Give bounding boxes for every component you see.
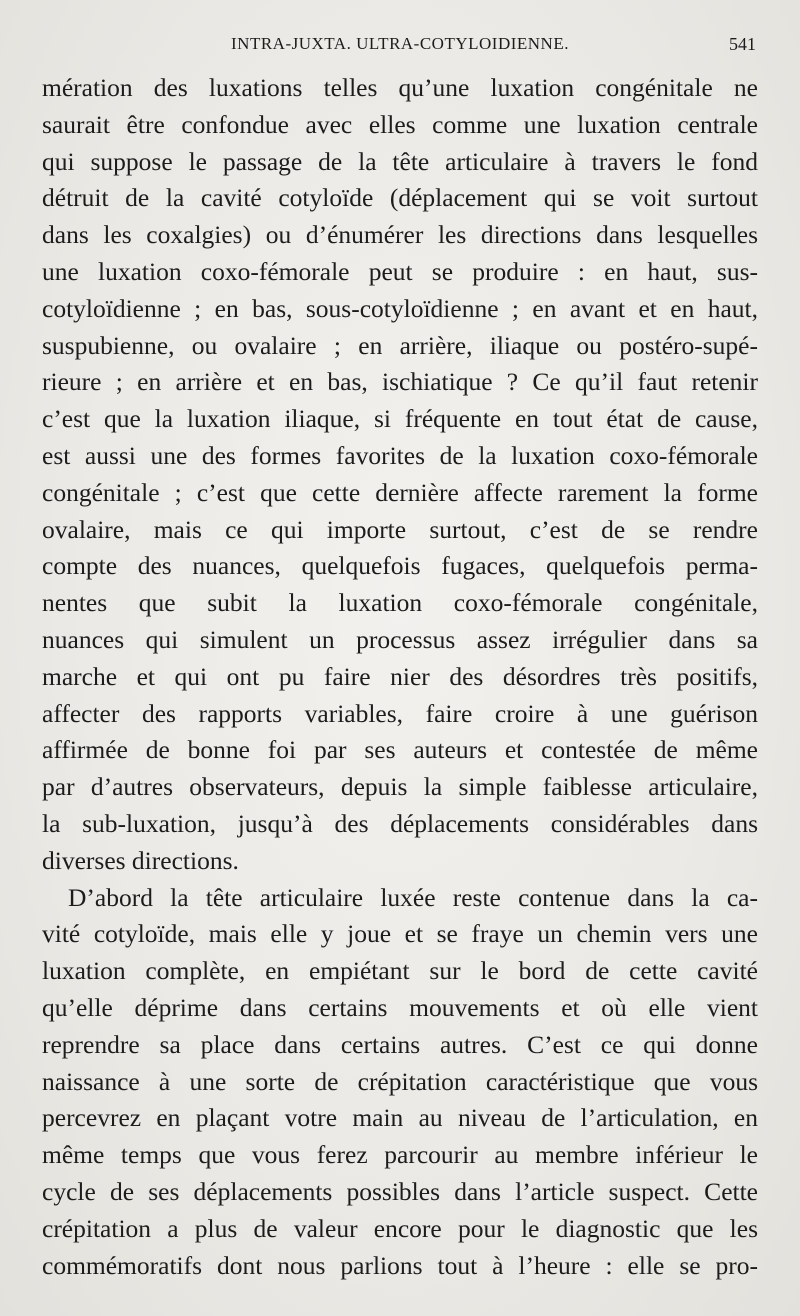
text-line: affecter des rapports variables, faire croire à une guérison (42, 698, 758, 728)
text-line: luxation complète, en empiétant sur le bord de cette cavité (42, 956, 758, 986)
text-line: c’est que la luxation iliaque, si fréquente en tout état de cause, (42, 404, 758, 434)
text-line: reprendre sa place dans certains autres. C’est ce qui donne (42, 1029, 758, 1059)
text-line: naissance à une sorte de crépitation caractéristique que vous (42, 1066, 758, 1096)
paragraph-1 (42, 70, 758, 880)
text-line: affirmée de bonne foi par ses auteurs et contestée de même (42, 735, 758, 765)
text-line: crépitation a plus de valeur encore pour le diagnostic que les (42, 1213, 758, 1243)
running-head (40, 34, 760, 60)
body-text (42, 70, 758, 1284)
text-line: détruit de la cavité cotyloïde (déplacement qui se voit surtout (42, 183, 758, 213)
text-line: dans les coxalgies) ou d’énumérer les directions dans lesquelles (42, 220, 758, 250)
text-line: une luxation coxo-fémorale peut se produire : en haut, sus- (42, 256, 758, 286)
text-line: suspubienne, ou ovalaire ; en arrière, iliaque ou postéro-supé- (42, 330, 758, 360)
page-number: 541 (729, 34, 756, 54)
text-line: par d’autres observateurs, depuis la simple faiblesse articulaire, (42, 772, 758, 802)
running-title: INTRA-JUXTA. ULTRA-COTYLOIDIENNE. (231, 34, 569, 53)
text-line: la sub-luxation, jusqu’à des déplacements considérables dans (42, 808, 758, 838)
text-line: même temps que vous ferez parcourir au membre inférieur le (42, 1140, 758, 1170)
text-line: diverses directions. (42, 845, 239, 875)
text-line: ovalaire, mais ce qui importe surtout, c’est de se rendre (42, 514, 758, 544)
text-line: percevrez en plaçant votre main au niveau de l’articulation, en (42, 1103, 758, 1133)
text-line: commémoratifs dont nous parlions tout à l’heure : elle se pro- (42, 1250, 758, 1280)
text-line: nentes que subit la luxation coxo-fémorale congénitale, (42, 588, 758, 618)
text-line: mération des luxations telles qu’une luxation congénitale ne (42, 73, 758, 102)
text-line: qui suppose le passage de la tête articulaire à travers le fond (42, 146, 758, 176)
text-line: est aussi une des formes favorites de la luxation coxo-fémorale (42, 440, 758, 470)
text-line: vité cotyloïde, mais elle y joue et se fraye un chemin vers une (42, 919, 758, 949)
text-line: cycle de ses déplacements possibles dans l’article suspect. Cette (42, 1176, 758, 1206)
text-line: nuances qui simulent un processus assez irrégulier dans sa (42, 624, 758, 654)
text-line: saurait être confondue avec elles comme une luxation centrale (42, 109, 758, 139)
text-line: marche et qui ont pu faire nier des désordres très positifs, (42, 661, 758, 691)
text-line: cotyloïdienne ; en bas, sous-cotyloïdienne ; en avant et en haut, (42, 293, 758, 323)
text-line: compte des nuances, quelquefois fugaces, quelquefois perma- (42, 551, 758, 581)
text-line: D’abord la tête articulaire luxée reste contenue dans la ca- (68, 882, 758, 912)
text-line: qu’elle déprime dans certains mouvements et où elle vient (42, 992, 758, 1022)
paragraph-2 (42, 880, 758, 1285)
text-line: rieure ; en arrière et en bas, ischiatique ? Ce qu’il faut retenir (42, 367, 758, 397)
text-line: congénitale ; c’est que cette dernière affecte rarement la forme (42, 477, 758, 507)
